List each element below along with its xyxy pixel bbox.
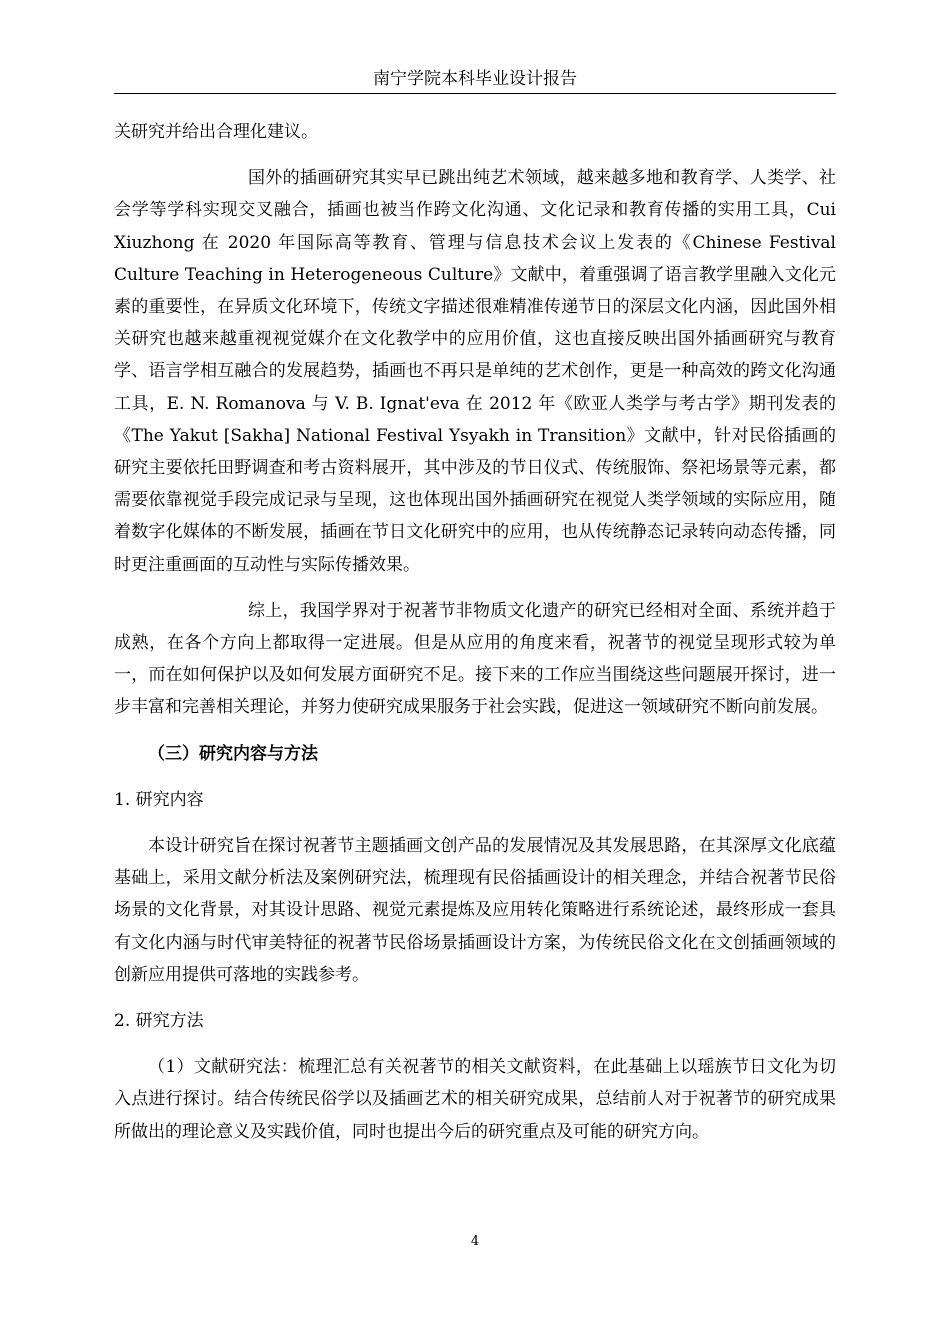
document-body (114, 116, 836, 1148)
page-number: 4 (470, 1234, 480, 1249)
document-page (114, 0, 836, 1344)
section-heading: （三）研究内容与方法 (148, 743, 318, 764)
subsection-heading-content: 1. 研究内容 (114, 789, 204, 810)
page-header: 南宁学院本科毕业设计报告 (114, 68, 836, 94)
paragraph-research-content: 本设计研究旨在探讨祝著节主题插画文创产品的发展情况及其发展思路，在其深厚文化底蕴基础上，采用文献分析法及案例研究法，梳理现有民俗插画设计的相关理念，并结合祝著节民俗场景的文化背景，对其设计思路、视觉元素提炼及应用转化策略进行系统论述，最终形成一套具有文化内涵与时代审美特征的祝著节民俗场景插画设计方案，为传统民俗文化在文创插画领域的创新应用提供可落地的实践参考。 (114, 836, 836, 985)
paragraph-continuation: 关研究并给出合理化建议。 (114, 122, 318, 142)
subsection-heading-methods: 2. 研究方法 (114, 1011, 204, 1032)
paragraph-summary: 综上，我国学界对于祝著节非物质文化遗产的研究已经相对全面、系统并趋于成熟，在各个方向上都取得一定进展。但是从应用的角度来看，祝著节的视觉呈现形式较为单一，而在如何保护以及如何发展方面研究不足。接下来的工作应当围绕这些问题展开探讨，进一步丰富和完善相关理论，并努力使研究成果服务于社会实践，促进这一领域研究不断向前发展。 (114, 600, 836, 718)
paragraph-literature-method: （1）文献研究法：梳理汇总有关祝著节的相关文献资料，在此基础上以瑶族节日文化为切入点进行探讨。结合传统民俗学以及插画艺术的相关研究成果，总结前人对于祝著节的研究成果所做出的理论意义及实践价值，同时也提出今后的研究重点及可能的研究方向。 (114, 1057, 836, 1142)
paragraph-foreign-research: 国外的插画研究其实早已跳出纯艺术领域，越来越多地和教育学、人类学、社会学等学科实现交叉融合，插画也被当作跨文化沟通、文化记录和教育传播的实用工具，Cui Xiuzhong 在 2020 年国际高等教育、管理与信息技术会议上发表的《Chinese Festival Culture Teaching in Heterogeneous Culture》文献中，着重强调了语言教学里融入文化元素的重要性，在异质文化环境下，传统文字描述很难精准传递节日的深层文化内涵，因此国外相关研究也越来越重视视觉媒介在文化教学中的应用价值，这也直接反映出国外插画研究与教育学、语言学相互融合的发展趋势，插画也不再只是单纯的艺术创作，更是一种高效的跨文化沟通工具，E. N. Romanova 与 V. B. Ignat'eva 在 2012 年《欧亚人类学与考古学》期刊发表的《The Yakut [Sakha] National Festival Ysyakh in Transition》文献中，针对民俗插画的研究主要依托田野调查和考古资料展开，其中涉及的节日仪式、传统服饰、祭祀场景等元素，都需要依靠视觉手段完成记录与呈现，这也体现出国外插画研究在视觉人类学领域的实际应用，随着数字化媒体的不断发展，插画在节日文化研究中的应用，也从传统静态记录转向动态传播，同时更注重画面的互动性与实际传播效果。 (114, 168, 836, 575)
